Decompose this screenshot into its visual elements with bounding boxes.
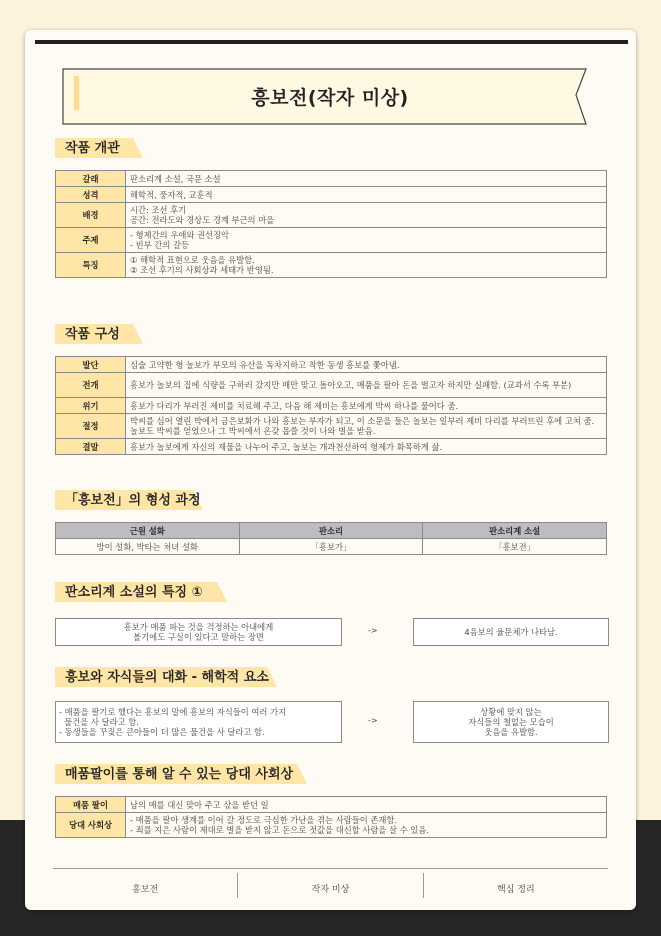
row-label: 전개 [56, 373, 126, 398]
row-value: 박씨를 심어 열린 박에서 금은보화가 나와 흥보는 부자가 되고, 이 소문을 들은 놀보는 일부러 제비 다리를 부러뜨린 후에 고쳐 줌. 놀보도 박씨를 얻었으나 그 박씨에서 온갖 몹쓸 것이 나와 벌을 받음. [126, 414, 607, 439]
row-label: 위기 [56, 398, 126, 414]
row-label: 배경 [56, 203, 126, 228]
row-value: 흥보가 놀보에게 자신의 재물을 나누어 주고, 놀보는 개과천선하여 형제가 화목하게 삶. [126, 439, 607, 455]
society-section [55, 760, 607, 838]
row-line: ② 조선 후기의 사회상과 세태가 반영됨. [130, 265, 274, 275]
row-label: 특징 [56, 253, 126, 278]
row-line: 판소리계 소설, 국문 소설 [130, 173, 221, 184]
table-row [56, 171, 607, 187]
row-label: 절정 [56, 414, 126, 439]
row-label: 발단 [56, 357, 126, 373]
table-row [56, 228, 607, 253]
column-header: 판소리 [239, 523, 423, 539]
footer-author: 작자 미상 [238, 873, 423, 898]
table-cell: 방이 설화, 박타는 처녀 설화 [56, 539, 240, 555]
row-value [126, 253, 607, 278]
society-table [55, 796, 607, 838]
structure-section [55, 320, 607, 455]
feature1-heading: 판소리계 소설의 특징 ① [55, 578, 607, 604]
feature1-section [55, 578, 607, 604]
row-label: 주제 [56, 228, 126, 253]
formation-heading: 「흥보전」의 형성 과정 [55, 486, 607, 512]
feature2-section [55, 663, 607, 689]
row-line: - 빈부 간의 갈등 [130, 240, 189, 250]
row-value [126, 813, 607, 838]
row-line: 공간: 전라도와 경상도 경계 부근의 마을 [130, 215, 275, 225]
feature1-arrow: -> [368, 626, 378, 635]
table-row [56, 253, 607, 278]
feature1-result-box: 4음보의 율문체가 나타남. [413, 618, 609, 646]
row-value: 흥보가 다리가 부러진 제비를 치료해 주고, 다음 해 제비는 흥보에게 박씨 하나를 물어다 줌. [126, 398, 607, 414]
document-page [25, 30, 636, 910]
page-title: 흥보전(작자 미상) [251, 87, 409, 109]
table-row [56, 797, 607, 813]
table-row [56, 439, 607, 455]
table-row [56, 187, 607, 203]
table-row [56, 414, 607, 439]
row-line: - 형제간의 우애와 권선징악 [130, 230, 230, 240]
row-line: - 매품을 팔아 생계를 이어 갈 정도로 극심한 가난을 겪는 사람들이 존재함. [130, 815, 398, 825]
top-rule [35, 40, 628, 44]
society-heading: 매품팔이를 통해 알 수 있는 당대 사회상 [55, 760, 607, 786]
structure-table [55, 356, 607, 455]
formation-section [55, 486, 607, 555]
feature1-scene-box: 흥보가 매품 파는 것을 걱정하는 아내에게 볼기에도 구실이 있다고 말하는 장면 [55, 618, 342, 646]
formation-table [55, 522, 607, 555]
row-line: 해학적, 풍자적, 교훈적 [130, 189, 213, 200]
column-header: 판소리계 소설 [423, 523, 607, 539]
row-value [126, 203, 607, 228]
row-value: 심술 고약한 형 놀보가 부모의 유산을 독차지하고 착한 동생 흥보를 쫓아냄. [126, 357, 607, 373]
row-label: 갈래 [56, 171, 126, 187]
footer-summary: 핵심 정리 [497, 885, 535, 895]
row-line: 시간: 조선 후기 [130, 205, 187, 215]
row-line: 남의 매를 대신 맞아 주고 삯을 받던 일 [130, 799, 269, 810]
row-label: 결말 [56, 439, 126, 455]
row-value [126, 187, 607, 203]
table-row [56, 398, 607, 414]
row-value: 흥보가 놀보의 집에 식량을 구하러 갔지만 매만 맞고 돌아오고, 매품을 팔아 돈을 벌고자 하지만 실패함. (교과서 수록 부분) [126, 373, 607, 398]
table-row [56, 813, 607, 838]
row-value [126, 797, 607, 813]
structure-heading: 작품 구성 [55, 320, 607, 346]
footer [53, 868, 608, 899]
feature2-arrow: -> [368, 716, 378, 725]
title-box [62, 67, 598, 123]
table-cell: 「흥보전」 [423, 539, 607, 555]
row-label: 당대 사회상 [56, 813, 126, 838]
row-label: 매품 팔이 [56, 797, 126, 813]
table-row [56, 373, 607, 398]
feature2-result-box: 상황에 맞지 않는 자식들의 철없는 모습이 웃음을 유발함. [413, 701, 609, 743]
footer-work: 흥보전 [53, 873, 238, 898]
feature2-dialogue-box: - 매품을 팔기로 했다는 흥보의 말에 흥보의 자식들이 여러 가지 물건을 사 달라고 함. - 동생들을 꾸짖은 큰아들이 더 많은 물건을 사 달라고 함. [55, 701, 342, 743]
feature2-heading: 흥보와 자식들의 대화 - 해학적 요소 [55, 663, 607, 689]
row-label: 성격 [56, 187, 126, 203]
row-value [126, 171, 607, 187]
overview-heading: 작품 개관 [55, 134, 607, 160]
table-cell: 「흥보가」 [239, 539, 423, 555]
overview-section [55, 134, 607, 278]
table-row [56, 203, 607, 228]
row-line: ① 해학적 표현으로 웃음을 유발함. [130, 255, 255, 265]
overview-table [55, 170, 607, 278]
row-value [126, 228, 607, 253]
column-header: 근원 설화 [56, 523, 240, 539]
row-line: - 죄를 지은 사람이 제대로 벌을 받지 않고 돈으로 젓값을 대신할 사람을 살 수 있음. [130, 825, 430, 835]
table-row [56, 357, 607, 373]
